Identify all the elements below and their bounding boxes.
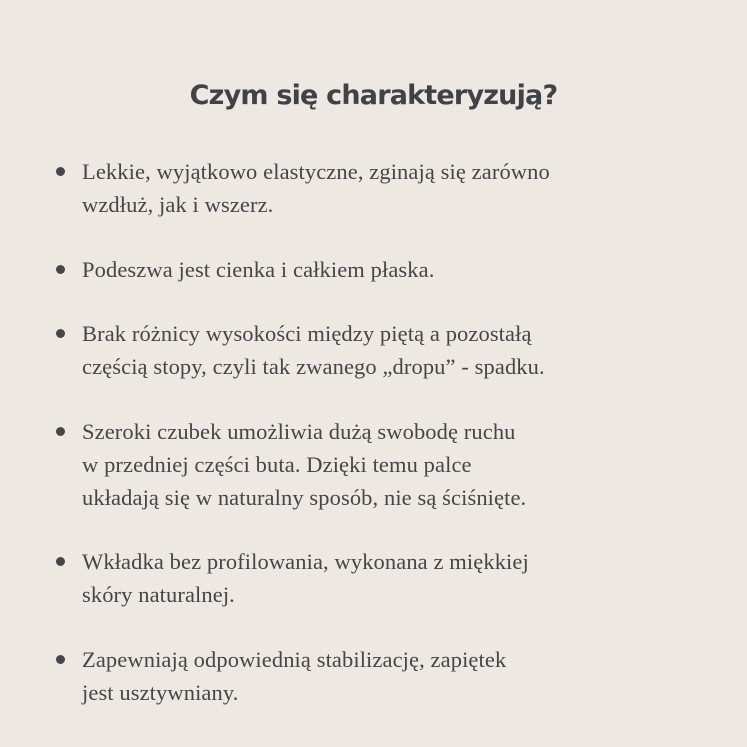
list-item-text: Lekkie, wyjątkowo elastyczne, zginają się zarówno xyxy=(82,159,550,184)
bullet-icon xyxy=(56,329,65,338)
list-item xyxy=(82,155,702,221)
bullet-icon xyxy=(56,427,65,436)
list-item xyxy=(82,253,702,286)
list-item-text: skóry naturalnej. xyxy=(82,582,235,607)
page-title: Czym się charakteryzują? xyxy=(189,80,558,111)
bullet-icon xyxy=(56,167,65,176)
bullet-icon xyxy=(56,557,65,566)
list-item xyxy=(82,643,702,709)
list-item xyxy=(82,415,702,514)
list-item-text: Szeroki czubek umożliwia dużą swobodę ruchu xyxy=(82,419,516,444)
bullet-icon xyxy=(56,265,65,274)
list-item-text: Brak różnicy wysokości między piętą a pozostałą xyxy=(82,321,532,346)
list-item-text: w przedniej części buta. Dzięki temu palce xyxy=(82,452,472,477)
list-item-text: Wkładka bez profilowania, wykonana z miękkiej xyxy=(82,549,529,574)
list-item-text: wzdłuż, jak i wszerz. xyxy=(82,192,274,217)
list-item-text: Podeszwa jest cienka i całkiem płaska. xyxy=(82,257,435,282)
list-item-text: Zapewniają odpowiednią stabilizację, zapiętek xyxy=(82,647,507,672)
list-item-text: częścią stopy, czyli tak zwanego „dropu” - spadku. xyxy=(82,354,545,379)
list-item-text: układają się w naturalny sposób, nie są ściśnięte. xyxy=(82,485,527,510)
bullet-icon xyxy=(56,655,65,664)
list-item xyxy=(82,317,702,383)
list-item xyxy=(82,545,702,611)
list-item-text: jest usztywniany. xyxy=(82,680,239,705)
